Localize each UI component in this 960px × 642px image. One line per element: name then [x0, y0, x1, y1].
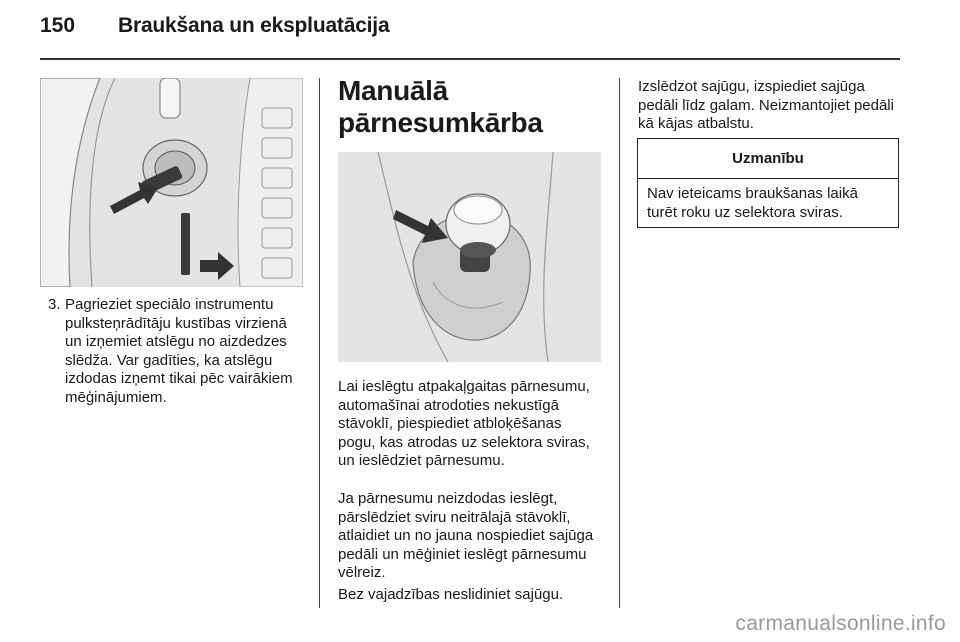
column-divider: [319, 78, 320, 608]
caution-title: Uzmanību: [638, 139, 898, 179]
caution-box: [637, 138, 899, 228]
column-divider: [619, 78, 620, 608]
step-number: 3.: [48, 296, 61, 313]
step-text: Pagrieziet speciālo instrumentu pulksteņrādītāju kustības virzienā un izņemiet atslēgu no aizdedzes slēdža. Var gadīties, ka atslēgu izdodas izņemt tikai pēc vairākiem mēģinājumiem.: [65, 296, 293, 406]
paragraph-clutch-pedal: Izslēdzot sajūgu, izspiediet sajūga pedāli līdz galam. Neizmantojiet pedāli kā kājas atbalstu.: [638, 78, 894, 133]
page-number: 150: [40, 14, 76, 37]
paragraph-clutch-slip: Bez vajadzības neslidiniet sajūgu.: [338, 586, 564, 603]
paragraph-reverse-gear: Lai ieslēgtu atpakaļgaitas pārnesumu, automašīnai atrodoties nekustīgā stāvoklī, piespiediet atbloķēšanas pogu, kas atrodas uz selektora sviras, un ieslēdziet pārnesumu.: [338, 378, 590, 470]
ignition-key-illustration: [40, 78, 303, 287]
section-heading: Manuālā pārnesumkārba: [338, 75, 543, 138]
paragraph-gear-not-engaging: Ja pārnesumu neizdodas ieslēgt, pārslēdziet sviru neitrālajā stāvoklī, atlaidiet un no jauna nospiediet sajūga pedāli un mēģiniet ieslēgt pārnesumu vēlreiz.: [338, 490, 594, 582]
caution-text: Nav ieteicams braukšanas laikā turēt roku uz selektora sviras.: [647, 185, 858, 221]
watermark: carmanualsonline.info: [735, 612, 946, 635]
step-3: [48, 296, 306, 408]
gear-lever-illustration: [338, 152, 601, 362]
chapter-title: Braukšana un ekspluatācija: [118, 14, 390, 37]
header-rule: [40, 58, 900, 60]
